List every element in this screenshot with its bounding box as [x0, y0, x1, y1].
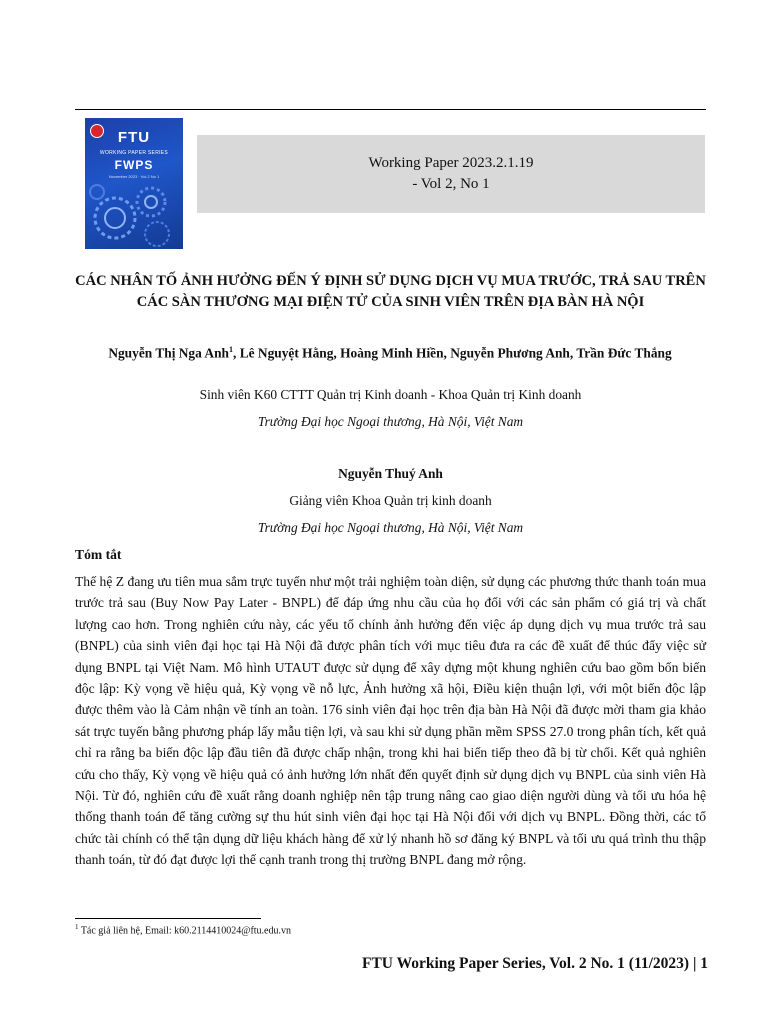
supervisor-university: Trường Đại học Ngoại thương, Hà Nội, Việt Nam: [257, 520, 524, 535]
working-paper-box: [197, 135, 705, 213]
affiliation-role: Sinh viên K60 CTTT Quản trị Kinh doanh - Khoa Quản trị Kinh doanh: [199, 387, 582, 402]
author-footnote-marker: 1: [229, 345, 233, 354]
page-footer: FTU Working Paper Series, Vol. 2 No. 1 (11/2023) | 1: [361, 955, 708, 972]
supervisor-name: Nguyễn Thuý Anh: [338, 466, 443, 481]
working-paper-number: Working Paper 2023.2.1.19: [368, 155, 534, 171]
author-first: Nguyễn Thị Nga Anh: [108, 345, 229, 361]
footnote-text: Tác giả liên hệ, Email: k60.2114410024@ftu.edu.vn: [78, 925, 291, 937]
abstract-heading: Tóm tắt: [75, 547, 122, 562]
author-rest: , Lê Nguyệt Hằng, Hoàng Minh Hiền, Nguyễn Phương Anh, Trần Đức Thắng: [233, 345, 672, 361]
footnote: [75, 923, 291, 936]
supervisor-role: Giảng viên Khoa Quản trị kinh doanh: [289, 493, 492, 508]
affiliation-university: Trường Đại học Ngoại thương, Hà Nội, Việt Nam: [257, 414, 524, 429]
cover-series-text: WORKING PAPER SERIES: [99, 150, 169, 156]
cover-fwps-text: FWPS: [114, 158, 154, 172]
footnote-marker: 1: [75, 923, 79, 931]
cover-date-text: November 2023 · Vol 2 No 1: [108, 174, 160, 179]
footnote-rule: [75, 918, 261, 919]
top-rule: [75, 109, 706, 110]
authors: [80, 340, 700, 362]
cover-gears-graphic: [85, 180, 183, 249]
abstract-text: Thế hệ Z đang ưu tiên mua sắm trực tuyến như một trải nghiệm toàn diện, sử dụng các phương thức thanh toán mua trước trả sau (Buy Now Pay Later - BNPL) để đáp ứng nhu cầu của họ đối với các sản phẩm có giá trị và chất lượng cao hơn. Trong nghiên cứu này, các yếu tố chính ảnh hưởng đến việc áp dụng dịch vụ mua trước trả sau (BNPL) của sinh viên đại học tại Hà Nội đã được phân tích với mục tiêu đưa ra các đề xuất để thúc đẩy việc sử dụng BNPL tại Việt Nam. Mô hình UTAUT được sử dụng để xây dựng một khung nghiên cứu bao gồm bốn biến độc lập: Kỳ vọng về hiệu quả, Kỳ vọng về nỗ lực, Ảnh hưởng xã hội, Điều kiện thuận lợi, với một biến độc lập được thêm vào là Cảm nhận về tính an toàn. 176 sinh viên đại học trên địa bàn Hà Nội đã được mời tham gia khảo sát trực tuyến bằng phương pháp lấy mẫu tiện lợi, và sau khi sử dụng phần mềm SPSS 27.0 trong phân tích, kết quả chỉ ra rằng ba biến độc lập đầu tiên đã được chấp nhận, trong khi hai biến tiếp theo đã bị từ chối. Kết quả nghiên cứu cho thấy, Kỳ vọng về hiệu quả có ảnh hưởng lớn nhất đến quyết định sử dụng dịch vụ BNPL của sinh viên Hà Nội. Từ đó, nghiên cứu đề xuất rằng doanh nghiệp nên tập trung nâng cao giao diện người dùng và tối ưu hóa hệ thống thanh toán để tăng cường sự thu hút sinh viên đại học tại Hà Nội đối với dịch vụ BNPL. Đồng thời, các tổ chức tài chính có thể tận dụng dữ liệu khách hàng để xử lý nhanh hồ sơ đăng ký BNPL và tối ưu quá trình thu thập thanh toán, từ đó đạt được lợi thế cạnh tranh trong thị trường BNPL đang mở rộng.: [75, 574, 706, 868]
cover-ftu-text: FTU: [117, 129, 151, 146]
cover-image: [85, 118, 183, 249]
working-paper-volume: - Vol 2, No 1: [412, 176, 490, 192]
paper-title: CÁC NHÂN TỐ ẢNH HƯỞNG ĐẾN Ý ĐỊNH SỬ DỤNG DỊCH VỤ MUA TRƯỚC, TRẢ SAU TRÊN CÁC SÀN THƯƠNG MẠI ĐIỆN TỬ CỦA SINH VIÊN TRÊN ĐỊA BÀN HÀ NỘI: [75, 273, 706, 310]
